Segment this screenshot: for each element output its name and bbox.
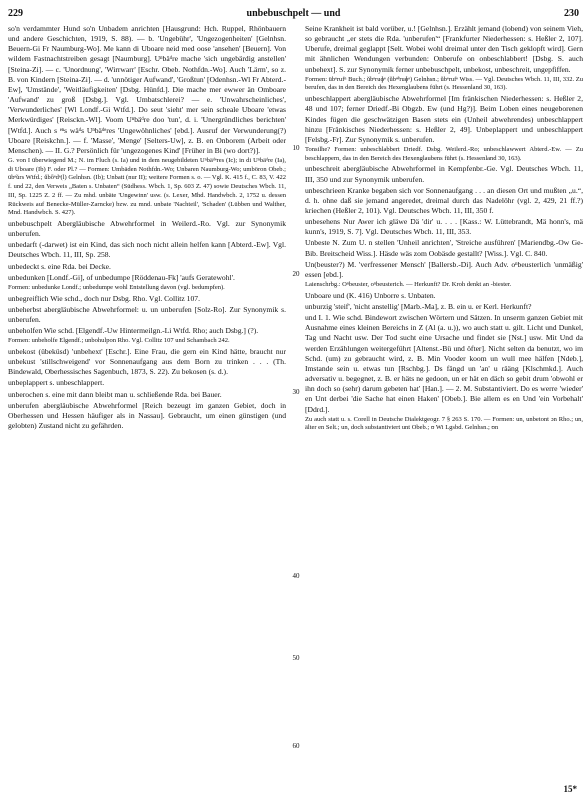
dictionary-entry: unbesehens Nur Awer ich gläwe Dä 'dir' u. . . . [Kass.: W. Lüttebrandt, Mä honn's, mä kunn's, 1919, S. 7]. Vgl. Deutsches Wbch. 11, III, 353. bbox=[305, 217, 583, 237]
dictionary-entry: unberochen s. eine mit dann bleibt man u. schließende Rda. bei Bauer. bbox=[8, 389, 222, 399]
page-number-left: 229 bbox=[8, 8, 23, 19]
dictionary-entry: unbegreiflich Wie schd., doch nur Dsbg. Rho. Vgl. Collitz 107. bbox=[8, 293, 200, 303]
entry-note: Laienschrbg.: Oⁿbeuster, oⁿbeusterich. — Herkunft? Dr. Kroh denkt an -biester. bbox=[305, 281, 512, 289]
dictionary-entry: unbeschrieen Kranke begaben sich vor Sonnenaufgang . . . an diesen Ort und mußten „u.“, d. h. ohne daß sie jemand angeredet, dreimal durch das Nadelöhr (vgl. 2, 429, 21 ff.?) kriechen (Heßler 2, 101). Vgl. Deutsches Wbch. 11, III, 350 f. bbox=[305, 185, 583, 215]
dictionary-entry: unbeschlappert abergläubische Abwehrformel [Im fränkischen Niederhessen: s. Heßler 2, 48 und 107; ferner Driedf.-Bi Obgzb. Ew (und Hg?)]. Beim Loben eines neugeborenen Kindes fügen die geschwätzigen Basen stets ein (Unheil abwehrendes) unbeschlappert hinzu [Fränkisches Niederhessen: s. Heßler 2, 49]. Unbeplappert und unbeschlappert [Felsbg.-Fr]. Zur Synonymik s. unberufen. bbox=[305, 94, 583, 144]
dictionary-entry: unbeholfen Wie schd. [Elgendf.-Uw Hintermeilgn.-Li Wtfd. Rho; auch Dsbg.] (?). bbox=[8, 326, 259, 336]
entry-note: Formen: übᵉrufⁿ Buch.; ŭbᵉruɸᵉ (ŭbᵉ̃ᵉruɸᵉ) Gelnhsn.; ŭbᵉrufᵉ Wiss. — Vgl. Deutsches Wbch. 11, III, 332. Zu berufen, das in den Bereich des Hexenglaubens führt (s. Hessenland 30, 163). bbox=[305, 75, 583, 92]
entry-note: Formen: unbeholfe Elgendf.; unbohulpon Rho. Vgl. Collitz 107 und Schambach 242. bbox=[8, 337, 230, 345]
dictionary-entry: Unboare und (K. 416) Unborre s. Unbaten. bbox=[305, 290, 436, 300]
dictionary-entry: unbedarft (-darwet) ist ein Kind, das sich noch nicht allein helfen kann [Abterd.-Ew]. Vgl. Deutsches Wbch. 11, III, Sp. 258. bbox=[8, 240, 286, 260]
running-title: unbebuschpelt — und bbox=[246, 8, 341, 19]
right-column bbox=[305, 24, 583, 784]
line-number: 20 bbox=[292, 270, 300, 278]
dictionary-entry: unbekost (übeküsd) 'unbehext' [Eschr.]. Eine Frau, die gern ein Kind hätte, braucht nur unbekust 'stillschweigend' vor Sonnenaufgang aus dem Born zu trinken . . . (Th. Bindewald, Oberhessisches Sagenbuch, 1873, S. 22). Zu bekosen (s. d.). bbox=[8, 346, 286, 377]
entry-note: G. von I überwiegend M.; N. im Fluch (s. Ia) und in dem neugebildeten Uⁿbäᵈᵉres (Ic); in di Uⁿbäᵈre (Ia), di Uboare (Ib) F. oder Pl.? — Formen: Umbäden Nothfdn.-Wo; Unbaren Naumburg-Wo; umböron Obeb.; übᵉ̃urs Wtfd.; ŭbȫᵉdᵉ(l) Gelnhsn. (Ib); Unbatt (nur II); weitere Formen s. o. — Vgl. K. 415 f., C. 83, V. 422 f. und 22, den Verweis „Baten s. Unbaten“ (Südhess. Wbch. 1, Sp. 603 Z. 47) sowie Deutsches Wbch. 11, III, Sp. 1225 Z. 2 ff. — Zu mhd. unbäte 'Ungewinn' usw. (s. Lexer, Mhd. Handwbch. 2, 1752 u. dessen Rückweis auf Benecke-Müller-Zarncke) bzw. zu mnd. unbate 'Nachteil', 'Schaden' (Lübben und Walther, Mnd. Handwbch. S. 427). bbox=[8, 157, 286, 217]
dictionary-entry: und I. 1. Wie schd. Bindewort zwischen Wörtern und Sätzen. In unserm ganzen Gebiet mit Ausnahme eines kleinen Bereichs in Z (Al (a. u.)), wo auch statt u. gilt. Licht und Dunkel, Tag und Nacht usw. Der Tod sucht eine Ursache und findet sie [Nst.] usw. Mit Und da werden Erzählungen weitergeführt [Altenst.-Bü und öfter]. Nicht selten da benutzt, wo im Schd. (um) zu gebraucht wird, z. B. Min Vooder koom un wull mee hälfen [Ndeb.], Imstande sein u. etwas tun [Rschbg.]. Ds fängd un 'an' u rääng [Klschmkd.]. Auch adversativ u. begegnet, z. B. er häts ne gedoon, un er hät en däch so gebit drum 'obwohl er ihn doch so (sehr) darum gebeten hat' [Han.]. — 2. M. Substantiviert. Do es werre 'wieder' en Unt derbei 'die Sache hat einen Haken' [Obeb.]. Bie allem es en Und 'ein Vorbehalt' [Ddrd.]. bbox=[305, 313, 583, 414]
dictionary-entry: unburzig 'steif', 'nicht anstellig' [Marb.-Ma], z. B. ein u. er Kerl. Herkunft? bbox=[305, 301, 532, 311]
page-number-right: 230 bbox=[564, 8, 579, 19]
dictionary-entry: so'n verdammter Hund so'n Unbadem anrichten [Hausgrund: Hch. Ruppel, Rhönbauern und andere Geschichten, 1919, S. 88). — b. 'Ungebühr', 'Ungezogenheiten' [Gelnhsn. Beuern-Gi Fr Naumburg-Wo]. Me kann di Uboare neid med oose 'ansehen' [Beuern]. Von wildem Fastnachtstreiben gesagt [Naumburg]. Uⁿbäᵈre mache 'sich ungebärdig anstellen' [Steina-Zi]. — c. 'Unordnung', 'Wirrwarr' [Eschr. Obeb. Nothfdn.-Wo]. Auch 'Lärm', so z. B. von Kindern [Steina-Zi]. — d. 'unnötiger Aufwand', 'Großtun' [Odenhsn.-Wl Fr Abterd.-Ew], 'Umstände', 'Weitläufigkeiten' [Dsbg. Hünfd.]. Die mache mer ewwer än Omboare 'Aufwand' zu groß [Dsbg.]. Vgl. Umbatschlerei? — e. 'Unwahrscheinliches', 'Verwunderliches' [Wl Londf.-Gi Wtfd.]. Do seut 'sieht' mer sein scheale Uboare 'etwas Merkwürdiges' [Reisckn.-Wl]. Voom Uⁿbäᵈre doo 'tun', d. i. 'Unergründliches berichten' [Wtfd.]. Auch s ᵉⁿs wäᵈs Uⁿbäᵈᵉres 'Ungewöhnliches' [ebd.]. Ausruf der Verwunderung(?) Uboare [Reiskchn.]. — f. 'Masse', 'Menge' [Selters-Uw], z. B. en Onborem (Arbeit oder Menschen). — II. G.? Persönlich für 'ungezogenes Kind' [Früher in Bi (wo dort?)]. bbox=[8, 24, 286, 155]
line-number: 50 bbox=[292, 654, 300, 662]
line-number: 10 bbox=[292, 144, 300, 152]
dictionary-entry: unbeschreit abergläubische Abwehrformel in Kempfenbr.-Ge. Vgl. Deutsches Wbch. 11, III, 350 und zur Synonymik unberufen. bbox=[305, 164, 583, 184]
dictionary-entry: Unbeste N. Zum U. n stellen 'Unheil anrichten', 'Streiche ausführen' [Mariendbg.-Ow Ge-Bib. Breitscheid Wiss.]. Häsde wäs zom Oobäsde gestallt? [Wiss.]. Vgl. C. 840. bbox=[305, 238, 583, 258]
dictionary-entry: unberufen abergläubische Abwehrformel [Reich bezeugt im ganzen Gebiet, doch in Oberhessen und Hessen häufiger als in Nassau]. Gebraucht, um einen günstigen (und gelobten) Zustand nicht zu gefährden. bbox=[8, 400, 286, 431]
line-number: 60 bbox=[292, 742, 300, 750]
line-number: 30 bbox=[292, 388, 300, 396]
entry-note: Tonsilhe? Formen: unbeschlabbert Driedf. Dsbg. Weilerd.-Ro; unbeschlawwert Abterd.-Ew. — Zu beschlappern, das in den Bereich des Hexenglaubens führt (s. Hessenland 30, 163). bbox=[305, 145, 583, 162]
left-column bbox=[8, 24, 286, 784]
signature-mark: 15* bbox=[563, 784, 577, 794]
dictionary-entry: Seine Krankheit ist bald vorüber, u.! [Gelnhsn.]. Erzählt jemand (lobend) von seinem Vieh, so gebraucht „er stets die Rda. 'unberufen'“ [Frankfurter Niederhessen: s. Heßler 2, 107]. Uberufe, dreimal geglappt [Selt. Wobei wohl dreimal unter den Tisch geklopft wird]. Gern mit ähnlichen Wendungen verbunden: Onberufe on onbeschlabbert! [Dsbg. S. auch unbehext]. S. zur Synonymik ferner unbebuschpelt, unbekost, unbeschreit, ungepfiffen. bbox=[305, 24, 583, 74]
dictionary-entry: unbeherbst abergläubische Abwehrformel: u. un unberufen [Solz-Ro]. Zur Synonymik s. unberufen. bbox=[8, 304, 286, 324]
page-header bbox=[0, 8, 587, 22]
entry-note: Zu auch statt u. s. Corell in Deutsche Dialektgeogr. 7 § 263 S. 170. — Formen: un, unbetont ɔn Rho.; un, älter en Selt.; un, doch substantiviert unt Obeb.; ʊ Wi Lgsbd. Gelnhsn.; ʊn bbox=[305, 415, 583, 432]
line-number-gutter bbox=[290, 24, 302, 784]
dictionary-entry: unbedunken [Londf.-Gi], of unbedumpe [Röddenau-Fk] 'aufs Geratewohl'. bbox=[8, 272, 235, 282]
dictionary-entry: Un(beuster?) M. 'verfressener Mensch' [Ballersb.-Di]. Auch Adv. oⁿbeusterlich 'unmäßig' essen [ebd.]. bbox=[305, 259, 583, 279]
dictionary-entry: unbedeckt s. eine Rda. bei Decke. bbox=[8, 261, 111, 271]
entry-note: Formen: unbedunke Londf.; unbedumpe wohl Entstellung davon (vgl. bedumpfen). bbox=[8, 283, 225, 291]
dictionary-entry: unbebuschpelt Abergläubische Abwehrformel in Weilerd.-Ro. Vgl. zur Synonymik unberufen. bbox=[8, 218, 286, 239]
line-number: 40 bbox=[292, 572, 300, 580]
dictionary-entry: unbeplappert s. unbeschlappert. bbox=[8, 378, 105, 388]
